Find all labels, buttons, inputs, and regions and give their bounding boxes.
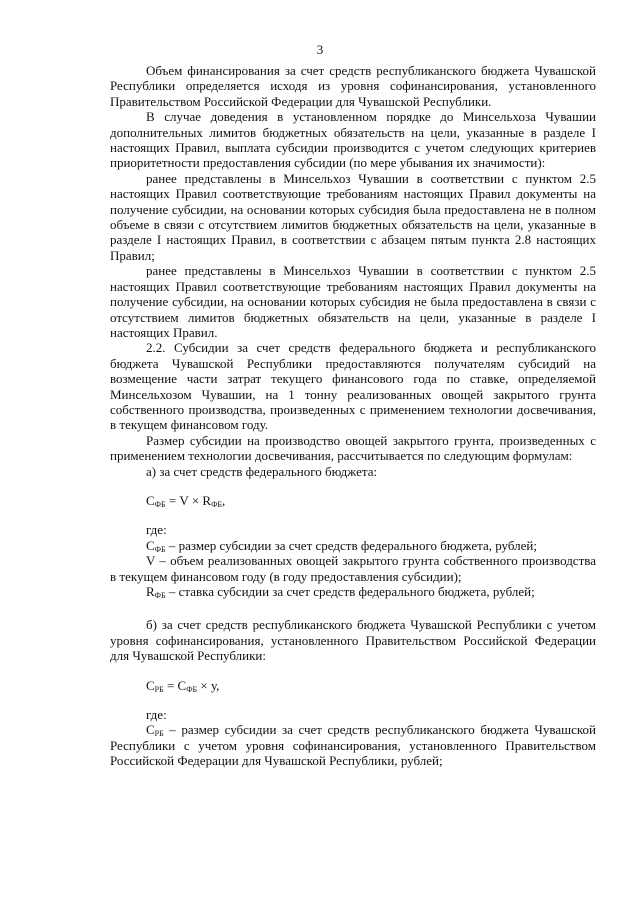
definition-v: V – объем реализованных овощей закрытого грунта собственного производства в текущем финансовом году (в году предоставления субсидии); xyxy=(110,553,596,584)
paragraph-subsidy-size: Размер субсидии на производство овощей закрытого грунта, произведенных с применением технологии досвечивания, рассчитывается по следующим формулам: xyxy=(110,432,596,464)
formula-republic: $С_{РБ} = С_{ФБ} \times у$, xyxy=(146,677,220,694)
paragraph-additional-limits: В случае доведения в установленном порядке до Минсельхоза Чувашии дополнительных лимитов бюджетных обязательств на цели, указанные в разделе I настоящих Правил, выплата субсидии производится с учетом следующих критериев приоритетности предоставления субсидии (по мере убывания их значимости): xyxy=(110,109,596,171)
paragraph-section-2-2: 2.2. Субсидии за счет средств федерального бюджета и республиканского бюджета Чувашской Республики предоставляются получателям субсидий на возмещение части затрат текущего финансового года по ставке, определяемой Минсельхозом Чувашии, на 1 тонну реализованных овощей закрытого грунта собственного производства, произведенных с применением технологии досвечивания, в текущем финансовом году. xyxy=(110,340,596,433)
definition-r-fb: $R_{ФБ}$ – ставка субсидии за счет средств федерального бюджета, рублей; xyxy=(146,584,535,600)
where-label-2: где: xyxy=(146,707,167,723)
definition-c-fb: $С_{ФБ}$ – размер субсидии за счет средств федерального бюджета, рублей; xyxy=(146,537,538,554)
formula-federal: $С_{ФБ} = V \times R_{ФБ}$, xyxy=(146,492,226,509)
document-body xyxy=(110,63,596,769)
paragraph-criterion-2: ранее представлены в Минсельхоз Чувашии в соответствии с пунктом 2.5 настоящих Правил соответствующие требованиям настоящих Правил документы на получение субсидии, на основании которых субсидия не была предоставлена в связи с отсутствием лимитов бюджетных обязательств на цели, указанные в разделе I настоящих Правил. xyxy=(110,263,596,340)
definition-c-rb: $С_{РБ}$ – размер субсидии за счет средств республиканского бюджета Чувашской Республики с учетом уровня софинансирования, установленного Правительством Российской Федерации для Чувашской Республики, рублей; xyxy=(110,722,596,769)
paragraph-republic-budget: б) за счет средств республиканского бюджета Чувашской Республики с учетом уровня софинансирования, установленного Правительством Российской Федерации для Чувашской Республики: xyxy=(110,617,596,664)
where-label-1: где: xyxy=(146,522,167,538)
page-number: 3 xyxy=(316,42,324,57)
paragraph-federal-budget: а) за счет средств федерального бюджета: xyxy=(146,463,378,479)
paragraph-criterion-1: ранее представлены в Минсельхоз Чувашии в соответствии с пунктом 2.5 настоящих Правил соответствующие требованиям настоящих Правил документы на получение субсидии, на основании которых субсидия была предоставлена не в полном объеме в связи с отсутствием лимитов бюджетных обязательств на цели, указанные в разделе I настоящих Правил, в соответствии с абзацем пятым пункта 2.8 настоящих Правил; xyxy=(110,170,596,263)
paragraph-funding-volume: Объем финансирования за счет средств республиканского бюджета Чувашской Республики определяется исходя из уровня софинансирования, установленного Правительством Российской Федерации для Чувашской Республики. xyxy=(110,63,596,109)
